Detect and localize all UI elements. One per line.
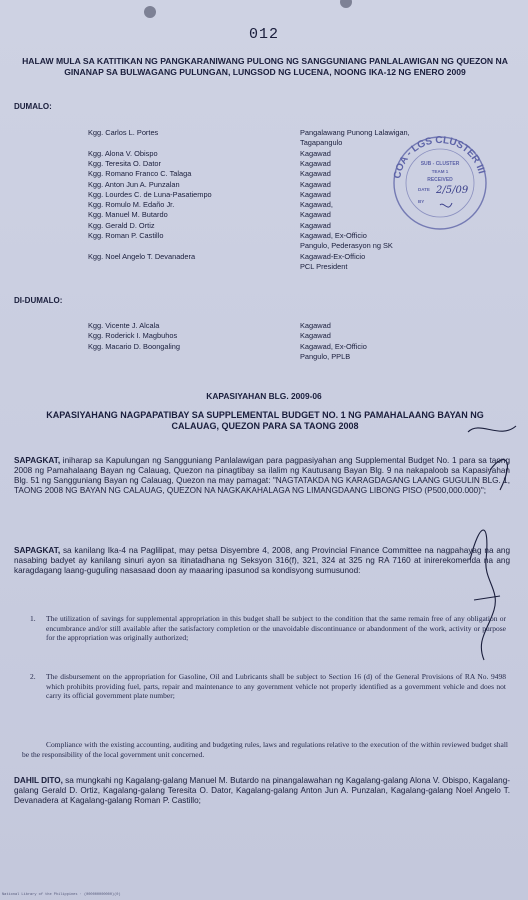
attendee-position: Kagawad, Ex-Officio [300,231,367,240]
stamp-date-label: DATE [418,187,430,192]
whereas-lead: SAPAGKAT, [14,546,61,555]
attendee-name: Kgg. Lourdes C. de Luna-Pasatiempo [88,189,212,199]
received-stamp [392,135,487,229]
attendee-position: Pangulo, PPLB [300,351,351,361]
attendee-position: Kagawad, Ex-Officio [300,341,367,351]
attendee-name: Kgg. Teresita O. Dator [88,158,161,168]
stamp-ring [406,149,474,217]
attendee-position: Kagawad [300,321,331,330]
compliance-paragraph: Compliance with the existing accounting, auditing and budgeting rules, laws and regulations relative to the execution of the within reviewed budget shall be the responsibility of the local government unit concerned. [22,740,508,759]
attendee-name: Kgg. Romulo M. Edaño Jr. [88,200,175,210]
attendee-position: Kagawad-Ex-Officio [300,251,366,261]
present-label: DUMALO: [14,102,52,111]
stamp-team: TEAM 1 [431,169,449,174]
attendee-position: Kagawad [300,148,331,158]
stamp-by-label: BY [418,199,425,204]
whereas-text: sa kanilang Ika-4 na Paglilipat, may petsa Disyembre 4, 2008, ang Provincial Finance Committee na nagpahayag na ang nasabing badyet ay kanilang sinuri ayon sa itinatadhana ng Seksyon 316(f), 321, 324 at 325 ng RA 7160 at inirerekomenda na ang karagdagang laang-guguling nasasaad doon ay maaaring ipasunod sa kondisyong sumusunod: [14,546,510,575]
attendee-position: Kagawad [300,220,331,230]
condition-number: 2. [30,672,36,681]
attendee-name: Kgg. Macario D. Boongaling [88,341,181,351]
attendee-position: Kagawad [300,179,331,189]
condition-text: The disbursement on the appropriation for Gasoline, Oil and Lubricants shall be subject to Section 16 (d) of the General Provisions of RA No. 9498 which prohibits providing fuel, parts, repair and maintenance to any government vehicle not properly identified as a government vehicle and does not carry its official government plate number; [46,672,506,701]
attendee-position: PCL President [300,261,348,271]
attendee-position: Pangalawang Punong Lalawigan, [300,128,410,137]
absent-label: DI-DUMALO: [14,296,63,305]
attendee-position: Tagapangulo [300,138,343,148]
attendee-position: Kagawad [300,169,331,179]
attendee-name: Kgg. Vicente J. Alcala [88,321,160,330]
whereas-lead: SAPAGKAT, [14,456,61,465]
attendee-position: Kagawad [300,331,331,341]
footer-watermark: National Library of the Philippines · (000000000000)(0) [2,893,121,897]
stamp-title: COA - LGS CLUSTER III [392,134,487,180]
attendee-position: Kagawad, [300,200,333,210]
attendee-name: Kgg. Roman P. Castillo [88,231,164,240]
document-header: HALAW MULA SA KATITIKAN NG PANGKARANIWANG PULONG NG SANGGUNIANG PANLALAWIGAN NG QUEZON NA GINANAP SA BULWAGANG PULUNGAN, LUNGSOD NG LUCENA, NOONG IKA-12 NG ENERO 2009 [22,56,508,77]
therefore-text: sa mungkahi ng Kagalang-galang Manuel M. Butardo na pinangalawahan ng Kagalang-galang Alona V. Obispo, Kagalang-galang Gerald D. Ortiz, Kagalang-galang Teresita O. Dator, Kagalang-galang Anton Jun A. Punzalan, Kagalang-galang Noel Angelo T. Devanadera at Kagalang-galang Roman P. Castillo; [14,776,510,805]
condition-number: 1. [30,614,36,623]
attendee-name: Kgg. Manuel M. Butardo [88,210,168,220]
whereas-text: iniharap sa Kapulungan ng Sangguniang Panlalawigan para pagpasiyahan ang Supplemental Budget No. 1 para sa taong 2008 ng Pamahalaang Bayan ng Calauag, Quezon na pinagtibay sa ilalim ng Kautusang Bayan Blg. 9 na nakapaloob sa Kapasiyahan Blg. 51 ng Sangguniang Bayan ng Calauag, Quezon na may pamagat: "NAGTATAKDA NG KARAGDAGANG LAANG GUGULIN BLG. 1, TAONG 2008 NG BAYAN NG CALAUAG, QUEZON NA NAGKAKAHALAGA NG LIMANGDAANG LIBONG PISO (P500,000.000)"; [14,456,510,495]
stamp-subcluster: SUB - CLUSTER [420,161,460,167]
stamp-initials [440,203,452,207]
attendee-position: Kagawad [300,210,331,220]
attendee-position: Pangulo, Pederasyon ng SK [300,241,393,251]
page-number: 012 [248,26,279,43]
attendee-name: Kgg. Carlos L. Portes [88,128,159,137]
stamp-date-value: 2/5/09 [436,185,469,196]
attendee-name: Kgg. Roderick I. Magbuhos [88,331,178,341]
attendee-name: Kgg. Noel Angelo T. Devanadera [88,251,196,261]
attendee-position: Kagawad [300,158,331,168]
stamp-received: RECEIVED [427,177,453,183]
condition-text: The utilization of savings for supplemental appropriation in this budget shall be subject to the condition that the same remain free of any obligation or encumbrance and/or still available after the satisfactory completion or the unavoidable discontinuance or abandonment of the work, activity or purpose for the appropriation was originally authorized; [46,614,506,643]
attendee-name: Kgg. Alona V. Obispo [88,148,158,158]
attendee-position: Kagawad [300,189,331,199]
attendee-name: Kgg. Romano Franco C. Talaga [88,169,192,179]
resolution-title: KAPASIYAHANG NAGPAPATIBAY SA SUPPLEMENTAL BUDGET NO. 1 NG PAMAHALAANG BAYAN NG CALAUAG, QUEZON PARA SA TAONG 2008 [46,410,484,431]
attendee-name: Kgg. Anton Jun A. Punzalan [88,179,180,189]
resolution-number: KAPASIYAHAN BLG. 2009-06 [206,391,322,401]
margin-signature [468,426,516,660]
therefore-lead: DAHIL DITO, [14,776,63,785]
attendee-name: Kgg. Gerald D. Ortiz [88,220,155,230]
